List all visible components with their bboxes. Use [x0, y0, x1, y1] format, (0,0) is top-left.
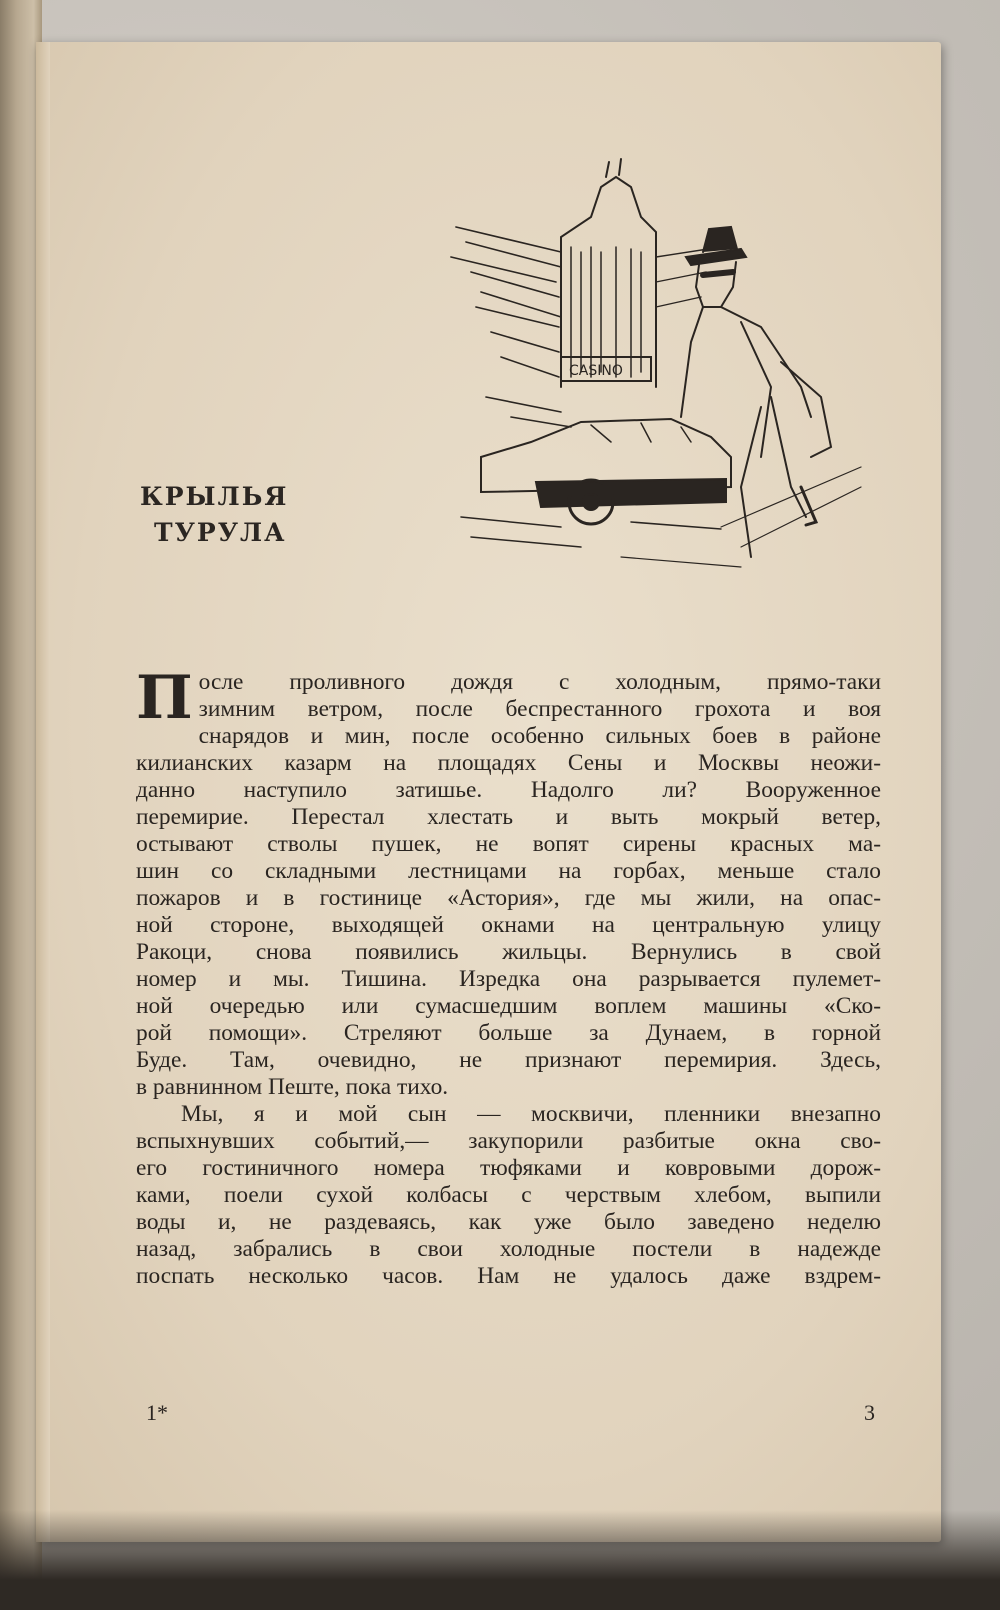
- text-line: Мы, я и мой сын — москвичи, пленники внезапно: [181, 1101, 881, 1127]
- page-number: 3: [864, 1400, 875, 1425]
- text-line: воды и, не раздеваясь, как уже было заведено неделю: [136, 1209, 881, 1235]
- text-line: Буде. Там, очевидно, не признают перемирия. Здесь,: [136, 1047, 881, 1073]
- text-line: перемирие. Перестал хлестать и выть мокрый ветер,: [136, 804, 881, 830]
- text-line: ками, поели сухой колбасы с черствым хлебом, выпили: [136, 1182, 881, 1208]
- text-line: килианских казарм на площадях Сены и Москвы неожи-: [136, 750, 881, 776]
- casino-sign-text: CASINO: [569, 363, 623, 379]
- text-line: назад, забрались в свои холодные постели в надежде: [136, 1236, 881, 1262]
- text-line: зимним ветром, после беспрестанного грохота и воя: [198, 696, 881, 722]
- chapter-illustration: [441, 157, 881, 577]
- chapter-body-text: [136, 663, 881, 1290]
- chapter-title-line-1: КРЫЛЬЯ: [140, 482, 289, 511]
- text-line: осле проливного дождя с холодным, прямо-таки: [198, 669, 881, 695]
- book-page: [36, 42, 941, 1542]
- page-gutter: [36, 42, 50, 1542]
- signature-mark: 1*: [146, 1400, 168, 1425]
- text-line: рой помощи». Стреляют больше за Дунаем, в горной: [136, 1020, 881, 1046]
- text-line: остывают стволы пушек, не вопят сирены красных ма-: [136, 831, 881, 857]
- text-line: данно наступило затишье. Надолго ли? Вооруженное: [136, 777, 881, 803]
- text-line: ной стороне, выходящей окнами на центральную улицу: [136, 912, 881, 938]
- text-line: номер и мы. Тишина. Изредка она разрывается пулемет-: [136, 966, 881, 992]
- text-line: пожаров и в гостинице «Астория», где мы жили, на опас-: [136, 885, 881, 911]
- drop-cap: П: [136, 663, 193, 733]
- text-line: поспать несколько часов. Нам не удалось даже вздрем-: [136, 1263, 881, 1289]
- text-line: вспыхнувших событий,— закупорили разбитые окна сво-: [136, 1128, 881, 1154]
- chapter-title-line-2: ТУРУЛА: [154, 518, 287, 547]
- bottom-shadow: [0, 1510, 1000, 1610]
- text-line: снарядов и мин, после особенно сильных боев в районе: [198, 723, 881, 749]
- text-line: Ракоци, снова появились жильцы. Вернулись в свой: [136, 939, 881, 965]
- text-line: его гостиничного номера тюфяками и ковровыми дорож-: [136, 1155, 881, 1181]
- text-line: в равнинном Пеште, пока тихо.: [136, 1074, 449, 1100]
- text-line: ной очередью или сумасшедшим воплем машины «Ско-: [136, 993, 881, 1019]
- text-line: шин со складными лестницами на горбах, меньше стало: [136, 858, 881, 884]
